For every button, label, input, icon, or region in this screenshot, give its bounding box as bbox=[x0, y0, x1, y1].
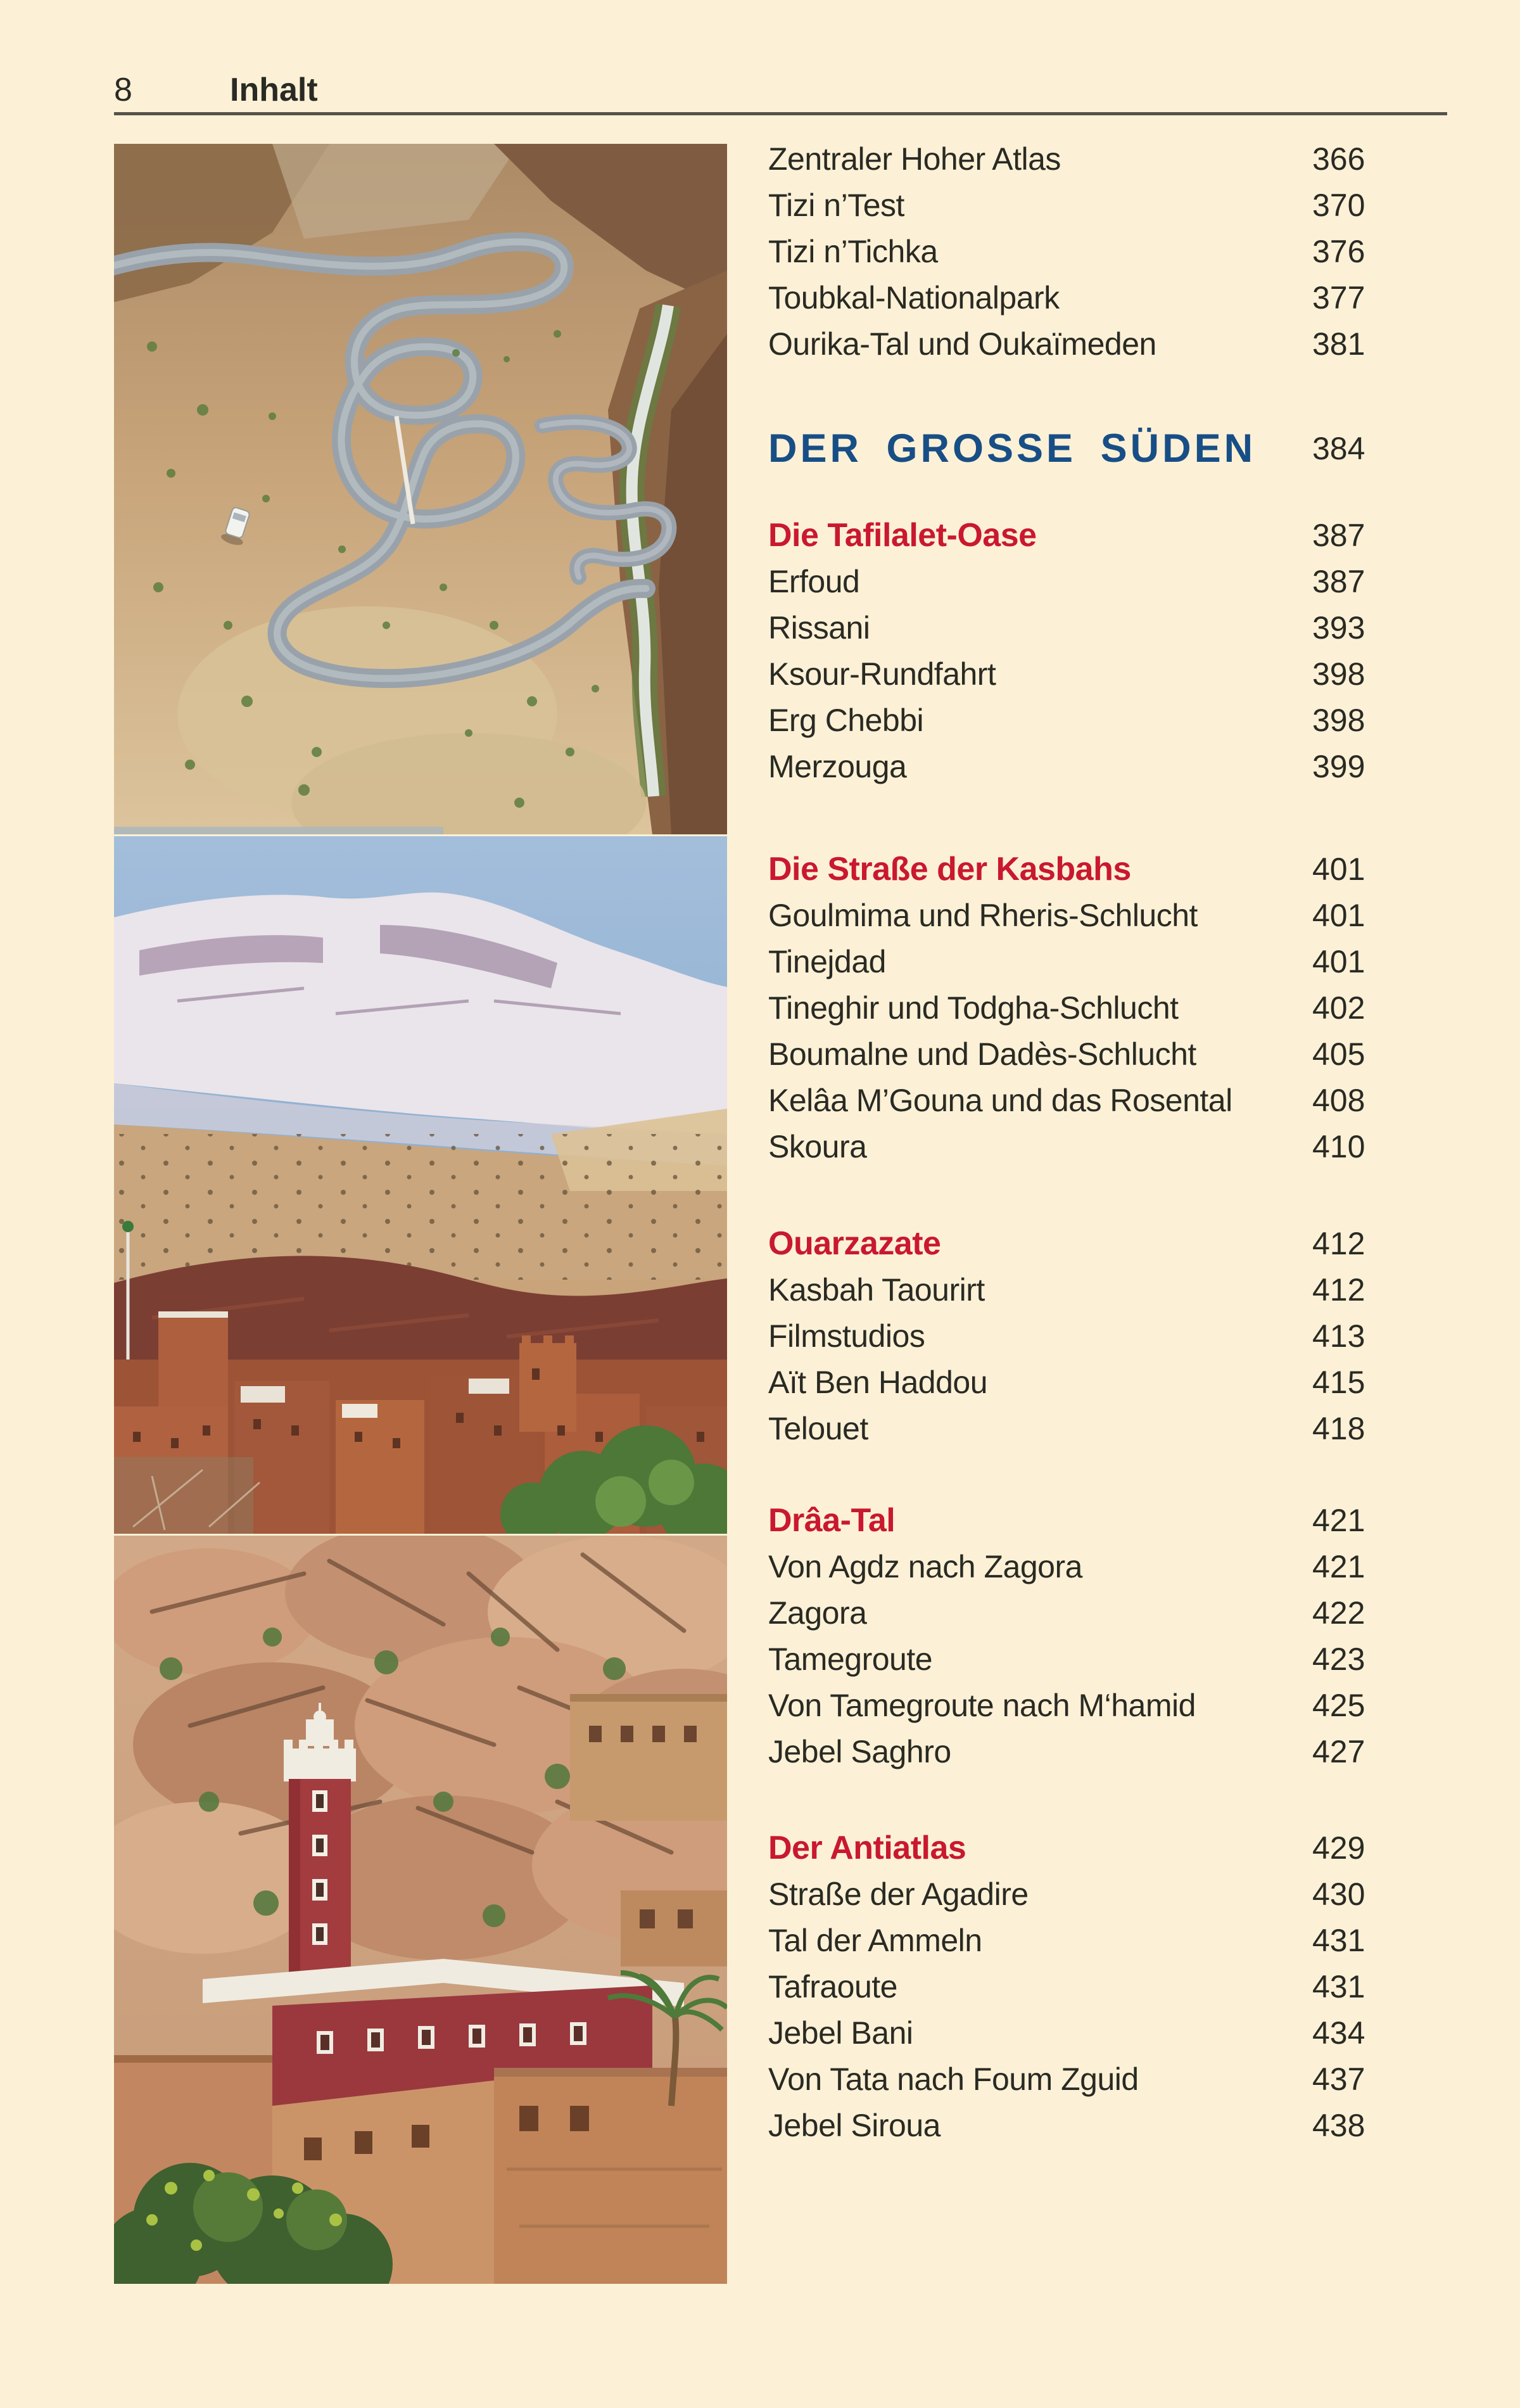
antiatlas-mosque-image bbox=[114, 1536, 727, 2284]
toc-page-number: 401 bbox=[1312, 851, 1365, 887]
toc-page-number: 422 bbox=[1312, 1595, 1365, 1631]
toc-label: Erg Chebbi bbox=[768, 702, 924, 738]
toc-entry bbox=[768, 743, 1372, 789]
toc-label: Telouet bbox=[768, 1410, 868, 1446]
toc-label: Die Tafilalet-Oase bbox=[768, 516, 1037, 554]
toc-entry bbox=[768, 1077, 1372, 1123]
toc-label: Tal der Ammeln bbox=[768, 1922, 982, 1958]
toc-entry bbox=[768, 1871, 1372, 1917]
toc-page-number: 401 bbox=[1312, 897, 1365, 933]
toc-entry bbox=[768, 651, 1372, 697]
toc-label: Merzouga bbox=[768, 748, 907, 784]
photo-serpentine-road bbox=[114, 144, 727, 834]
toc-entry bbox=[768, 274, 1372, 321]
toc-entry bbox=[768, 2010, 1372, 2056]
toc-label: Ourika-Tal und Oukaïmeden bbox=[768, 326, 1156, 362]
toc-label: Boumalne und Dadès-Schlucht bbox=[768, 1036, 1196, 1072]
toc-label: Skoura bbox=[768, 1128, 867, 1164]
toc-page-number: 393 bbox=[1312, 609, 1365, 646]
toc-label: Aït Ben Haddou bbox=[768, 1364, 988, 1400]
toc-page-number: 412 bbox=[1312, 1225, 1365, 1261]
toc-page-number: 366 bbox=[1312, 141, 1365, 177]
toc-entry bbox=[768, 892, 1372, 938]
toc-entry bbox=[768, 1313, 1372, 1359]
toc-entry bbox=[768, 2102, 1372, 2148]
toc-page-number: 412 bbox=[1312, 1271, 1365, 1308]
toc-entry bbox=[768, 1917, 1372, 1963]
toc-page-number: 398 bbox=[1312, 702, 1365, 738]
toc-label: Tineghir und Todgha-Schlucht bbox=[768, 990, 1179, 1026]
toc-page-number: 430 bbox=[1312, 1876, 1365, 1912]
toc-label: Von Tata nach Foum Zguid bbox=[768, 2061, 1139, 2097]
photo-atlas-village bbox=[114, 836, 727, 1534]
photo-antiatlas-mosque bbox=[114, 1536, 727, 2284]
toc-page-number: 434 bbox=[1312, 2015, 1365, 2051]
toc-page-number: 408 bbox=[1312, 1082, 1365, 1118]
toc-label: Jebel Saghro bbox=[768, 1733, 951, 1769]
toc-entry bbox=[768, 604, 1372, 651]
toc-entry bbox=[768, 321, 1372, 367]
toc-page-number: 431 bbox=[1312, 1968, 1365, 2004]
toc-label: Zagora bbox=[768, 1595, 867, 1631]
toc-entry bbox=[768, 1728, 1372, 1774]
toc-entry bbox=[768, 1589, 1372, 1636]
toc-entry bbox=[768, 1359, 1372, 1405]
toc-page-number: 401 bbox=[1312, 943, 1365, 979]
toc-entry bbox=[768, 182, 1372, 228]
toc-label: Jebel Bani bbox=[768, 2015, 913, 2051]
toc-entry bbox=[768, 1031, 1372, 1077]
toc-entry bbox=[768, 2056, 1372, 2102]
toc-label: Goulmima und Rheris-Schlucht bbox=[768, 897, 1198, 933]
page-title: Inhalt bbox=[230, 72, 318, 108]
toc-label: Drâa-Tal bbox=[768, 1501, 896, 1539]
toc-label: Von Tamegroute nach M‘hamid bbox=[768, 1687, 1196, 1723]
header-rule bbox=[114, 112, 1447, 115]
toc-label: Rissani bbox=[768, 609, 870, 646]
toc-entry bbox=[768, 1405, 1372, 1451]
toc-page-number: 402 bbox=[1312, 990, 1365, 1026]
toc-page-number: 384 bbox=[1312, 430, 1365, 466]
toc-label: Von Agdz nach Zagora bbox=[768, 1548, 1082, 1584]
toc-label: Kasbah Taourirt bbox=[768, 1271, 985, 1308]
toc-page-number: 410 bbox=[1312, 1128, 1365, 1164]
toc-page-number: 438 bbox=[1312, 2107, 1365, 2143]
toc-page-number: 377 bbox=[1312, 279, 1365, 315]
toc-page-number: 418 bbox=[1312, 1410, 1365, 1446]
toc-label: Straße der Agadire bbox=[768, 1876, 1029, 1912]
toc-page-number: 421 bbox=[1312, 1502, 1365, 1538]
toc-label: DER GROSSE SÜDEN bbox=[768, 426, 1257, 471]
toc-label: Ouarzazate bbox=[768, 1225, 941, 1262]
toc-entry bbox=[768, 1123, 1372, 1169]
toc-label: Der Antiatlas bbox=[768, 1829, 966, 1866]
toc-label: Zentraler Hoher Atlas bbox=[768, 141, 1061, 177]
toc-page-number: 370 bbox=[1312, 187, 1365, 223]
toc-entry bbox=[768, 1682, 1372, 1728]
toc-label: Filmstudios bbox=[768, 1318, 925, 1354]
toc-label: Kelâa M’Gouna und das Rosental bbox=[768, 1082, 1232, 1118]
toc-page-number: 398 bbox=[1312, 656, 1365, 692]
toc-section-heading bbox=[768, 1220, 1372, 1266]
toc-page-number: 437 bbox=[1312, 2061, 1365, 2097]
toc-label: Jebel Siroua bbox=[768, 2107, 940, 2143]
toc-label: Tinejdad bbox=[768, 943, 886, 979]
toc-page-number: 405 bbox=[1312, 1036, 1365, 1072]
toc-page-number: 421 bbox=[1312, 1548, 1365, 1584]
toc-page-number: 425 bbox=[1312, 1687, 1365, 1723]
toc-page-number: 413 bbox=[1312, 1318, 1365, 1354]
toc-entry bbox=[768, 558, 1372, 604]
toc-page-number: 387 bbox=[1312, 563, 1365, 599]
toc-entry bbox=[768, 697, 1372, 743]
atlas-village-image bbox=[114, 836, 727, 1534]
toc-label: Tizi n’Tichka bbox=[768, 233, 938, 269]
page-number: 8 bbox=[114, 72, 132, 108]
toc-section-heading bbox=[768, 512, 1372, 558]
toc-label: Tafraoute bbox=[768, 1968, 897, 2004]
toc-entry bbox=[768, 1963, 1372, 2010]
toc-part-heading bbox=[768, 425, 1372, 471]
toc-entry bbox=[768, 228, 1372, 274]
toc-page-number: 415 bbox=[1312, 1364, 1365, 1400]
toc-entry bbox=[768, 1266, 1372, 1313]
serpentine-road-image bbox=[114, 144, 727, 834]
toc-label: Tizi n’Test bbox=[768, 187, 904, 223]
toc-label: Tamegroute bbox=[768, 1641, 933, 1677]
toc-section-heading bbox=[768, 1497, 1372, 1543]
toc-page-number: 376 bbox=[1312, 233, 1365, 269]
toc-entry bbox=[768, 1543, 1372, 1589]
toc-entry bbox=[768, 938, 1372, 984]
toc-label: Die Straße der Kasbahs bbox=[768, 850, 1131, 888]
toc-entry bbox=[768, 136, 1372, 182]
toc-section-heading bbox=[768, 846, 1372, 892]
toc-label: Ksour-Rundfahrt bbox=[768, 656, 996, 692]
toc-page-number: 387 bbox=[1312, 517, 1365, 553]
toc-page-number: 399 bbox=[1312, 748, 1365, 784]
toc-label: Erfoud bbox=[768, 563, 860, 599]
toc-entry bbox=[768, 1636, 1372, 1682]
toc bbox=[768, 136, 1372, 2148]
toc-section-heading bbox=[768, 1825, 1372, 1871]
toc-page-number: 429 bbox=[1312, 1830, 1365, 1866]
toc-entry bbox=[768, 984, 1372, 1031]
toc-page-number: 381 bbox=[1312, 326, 1365, 362]
toc-page-number: 423 bbox=[1312, 1641, 1365, 1677]
toc-page-number: 427 bbox=[1312, 1733, 1365, 1769]
toc-page-number: 431 bbox=[1312, 1922, 1365, 1958]
toc-label: Toubkal-Nationalpark bbox=[768, 279, 1060, 315]
